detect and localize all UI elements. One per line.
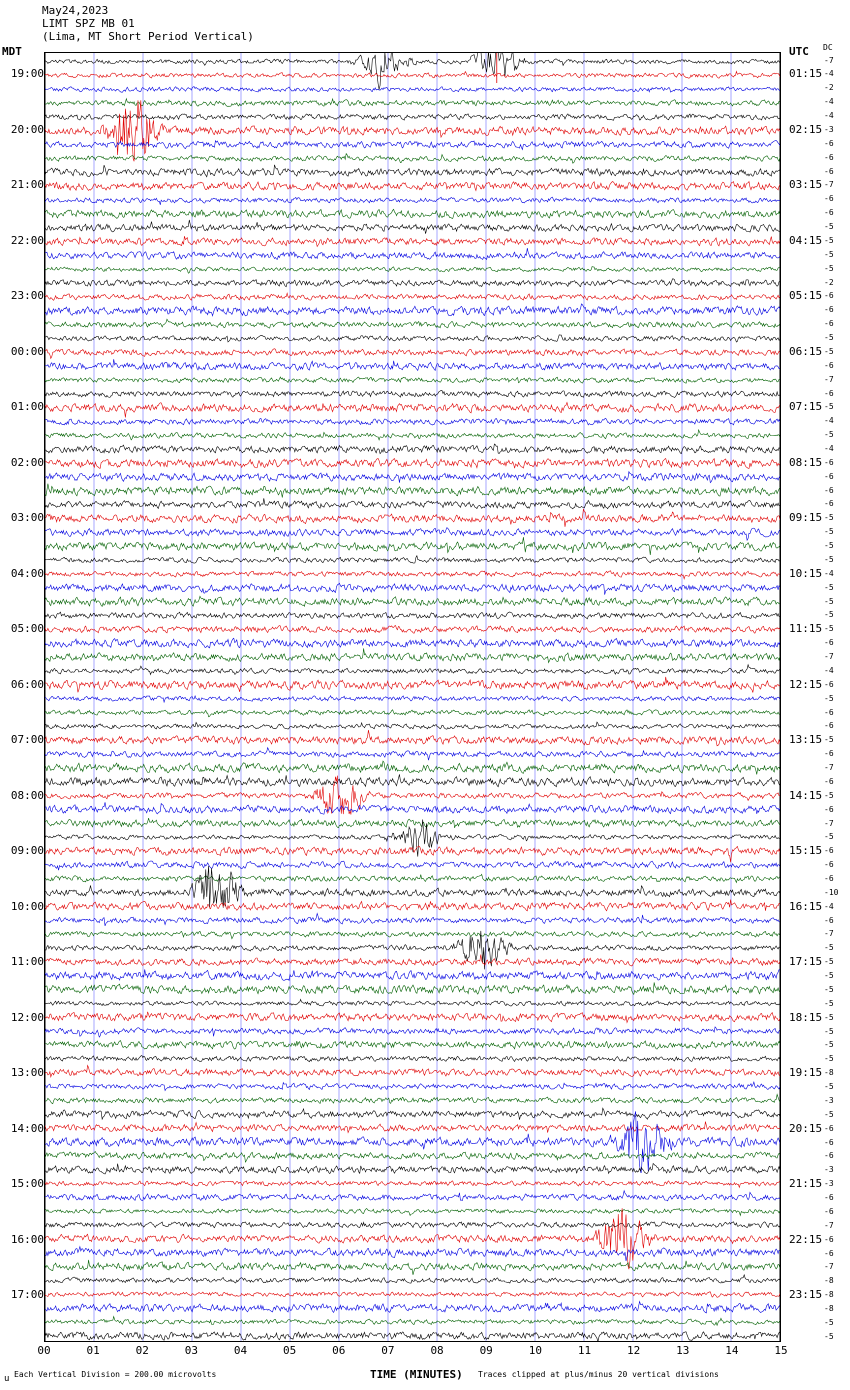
dc-value-label: -6: [824, 776, 834, 786]
right-time-label: 18:15: [789, 1010, 823, 1024]
left-time-label: 13:00: [10, 1066, 44, 1080]
dc-value-label: -6: [824, 873, 834, 883]
dc-value-label: -6: [824, 804, 834, 814]
left-time-label: 19:00: [10, 67, 44, 81]
dc-value-label: -5: [824, 1317, 834, 1327]
dc-value-label: -3: [824, 124, 834, 134]
footer: [0, 1368, 850, 1388]
x-tick-label: 06: [332, 1344, 346, 1357]
dc-value-label: -6: [824, 138, 834, 148]
right-time-label: 12:15: [789, 677, 823, 691]
dc-value-label: -5: [824, 735, 834, 745]
dc-value-label: -8: [824, 1276, 834, 1286]
dc-value-label: -6: [824, 208, 834, 218]
left-time-label: 03:00: [10, 511, 44, 525]
right-time-label: 06:15: [789, 344, 823, 358]
left-time-label: 01:00: [10, 400, 44, 414]
dc-value-label: -2: [824, 277, 834, 287]
dc-offset-axis: [822, 52, 850, 1342]
dc-value-label: -6: [824, 707, 834, 717]
dc-value-label: -6: [824, 1206, 834, 1216]
dc-value-label: -3: [824, 1095, 834, 1105]
dc-value-label: -7: [824, 1220, 834, 1230]
dc-value-label: -5: [824, 554, 834, 564]
dc-value-label: -7: [824, 1262, 834, 1272]
right-time-label: 10:15: [789, 566, 823, 580]
clip-note: Traces clipped at plus/minus 20 vertical divisions: [478, 1370, 719, 1379]
dc-value-label: -5: [824, 1026, 834, 1036]
header-station: LIMT SPZ MB 01: [42, 17, 135, 30]
dc-axis-label: DC: [823, 43, 833, 52]
dc-value-label: -5: [824, 998, 834, 1008]
dc-value-label: -8: [824, 1303, 834, 1313]
seismogram-plot: [44, 52, 781, 1342]
dc-value-label: -7: [824, 929, 834, 939]
dc-value-label: -5: [824, 430, 834, 440]
dc-value-label: -6: [824, 1137, 834, 1147]
dc-value-label: -6: [824, 860, 834, 870]
dc-value-label: -6: [824, 638, 834, 648]
dc-value-label: -8: [824, 1068, 834, 1078]
dc-value-label: -6: [824, 1151, 834, 1161]
x-tick-label: 13: [676, 1344, 690, 1357]
dc-value-label: -5: [824, 527, 834, 537]
dc-value-label: -5: [824, 333, 834, 343]
dc-value-label: -4: [824, 568, 834, 578]
dc-value-label: -7: [824, 55, 834, 65]
dc-value-label: -6: [824, 679, 834, 689]
left-time-label: 20:00: [10, 122, 44, 136]
dc-value-label: -3: [824, 1165, 834, 1175]
x-tick-label: 07: [381, 1344, 395, 1357]
dc-value-label: -2: [824, 83, 834, 93]
dc-value-label: -4: [824, 69, 834, 79]
dc-value-label: -6: [824, 305, 834, 315]
right-time-axis: [783, 52, 823, 1342]
dc-value-label: -4: [824, 97, 834, 107]
left-time-label: 06:00: [10, 677, 44, 691]
dc-value-label: -4: [824, 111, 834, 121]
left-time-axis: [0, 52, 44, 1342]
dc-value-label: -5: [824, 1082, 834, 1092]
dc-value-label: -5: [824, 402, 834, 412]
left-time-label: 21:00: [10, 178, 44, 192]
x-tick-label: 05: [283, 1344, 297, 1357]
left-time-label: 05:00: [10, 622, 44, 636]
right-time-label: 07:15: [789, 400, 823, 414]
dc-value-label: -5: [824, 222, 834, 232]
right-time-label: 04:15: [789, 233, 823, 247]
dc-value-label: -5: [824, 1331, 834, 1341]
dc-value-label: -5: [824, 957, 834, 967]
header-date: May24,2023: [42, 4, 109, 17]
left-time-label: 04:00: [10, 566, 44, 580]
right-time-label: 21:15: [789, 1177, 823, 1191]
dc-value-label: -7: [824, 818, 834, 828]
dc-value-label: -5: [824, 790, 834, 800]
left-time-label: 16:00: [10, 1232, 44, 1246]
dc-value-label: -6: [824, 721, 834, 731]
left-time-label: 09:00: [10, 844, 44, 858]
dc-value-label: -6: [824, 1234, 834, 1244]
dc-value-label: -7: [824, 180, 834, 190]
dc-value-label: -6: [824, 457, 834, 467]
right-time-label: 14:15: [789, 788, 823, 802]
trace-lines: [45, 53, 780, 1341]
dc-value-label: -5: [824, 249, 834, 259]
dc-value-label: -6: [824, 1248, 834, 1258]
dc-value-label: -5: [824, 610, 834, 620]
header-description: (Lima, MT Short Period Vertical): [42, 30, 254, 43]
x-tick-label: 03: [184, 1344, 199, 1357]
right-time-label: 23:15: [789, 1288, 823, 1302]
right-time-label: 13:15: [789, 733, 823, 747]
dc-value-label: -5: [824, 513, 834, 523]
dc-value-label: -6: [824, 846, 834, 856]
x-tick-label: 09: [479, 1344, 493, 1357]
dc-value-label: -6: [824, 499, 834, 509]
dc-value-label: -5: [824, 263, 834, 273]
dc-value-label: -5: [824, 1109, 834, 1119]
dc-value-label: -6: [824, 1193, 834, 1203]
dc-value-label: -5: [824, 582, 834, 592]
x-tick-label: 15: [774, 1344, 788, 1357]
left-time-label: 22:00: [10, 233, 44, 247]
left-time-label: 15:00: [10, 1177, 44, 1191]
dc-value-label: -10: [824, 887, 839, 897]
dc-value-label: -5: [824, 596, 834, 606]
right-time-label: 17:15: [789, 955, 823, 969]
left-time-label: 23:00: [10, 289, 44, 303]
dc-value-label: -6: [824, 166, 834, 176]
dc-value-label: -6: [824, 915, 834, 925]
left-time-label: 07:00: [10, 733, 44, 747]
right-time-label: 15:15: [789, 844, 823, 858]
dc-value-label: -6: [824, 319, 834, 329]
right-time-label: 01:15: [789, 67, 823, 81]
left-time-label: 00:00: [10, 344, 44, 358]
dc-value-label: -4: [824, 901, 834, 911]
dc-value-label: -6: [824, 485, 834, 495]
dc-value-label: -3: [824, 1179, 834, 1189]
right-time-label: 19:15: [789, 1066, 823, 1080]
dc-value-label: -7: [824, 374, 834, 384]
x-tick-label: 14: [725, 1344, 739, 1357]
x-axis-ticks: [37, 1344, 788, 1360]
left-time-label: 08:00: [10, 788, 44, 802]
micro-symbol: u: [4, 1374, 10, 1384]
dc-value-label: -5: [824, 1040, 834, 1050]
dc-value-label: -5: [824, 346, 834, 356]
dc-value-label: -6: [824, 291, 834, 301]
right-time-label: 11:15: [789, 622, 823, 636]
right-time-label: 03:15: [789, 178, 823, 192]
right-time-label: 02:15: [789, 122, 823, 136]
dc-value-label: -7: [824, 652, 834, 662]
dc-value-label: -5: [824, 624, 834, 634]
x-tick-label: 01: [86, 1344, 100, 1357]
dc-value-label: -6: [824, 1123, 834, 1133]
dc-value-label: -5: [824, 541, 834, 551]
left-time-label: 12:00: [10, 1010, 44, 1024]
right-time-label: 20:15: [789, 1121, 823, 1135]
dc-value-label: -5: [824, 984, 834, 994]
dc-value-label: -8: [824, 1290, 834, 1300]
dc-value-label: -5: [824, 971, 834, 981]
dc-value-label: -5: [824, 693, 834, 703]
right-time-label: 05:15: [789, 289, 823, 303]
dc-value-label: -6: [824, 749, 834, 759]
dc-value-label: -6: [824, 388, 834, 398]
dc-value-label: -5: [824, 235, 834, 245]
left-time-label: 14:00: [10, 1121, 44, 1135]
left-time-label: 11:00: [10, 955, 44, 969]
right-axis-label: UTC: [789, 45, 809, 58]
x-tick-label: 04: [233, 1344, 248, 1357]
dc-value-label: -6: [824, 194, 834, 204]
x-tick-label: 12: [626, 1344, 641, 1357]
x-tick-label: 10: [528, 1344, 542, 1357]
dc-value-label: -5: [824, 1012, 834, 1022]
x-tick-label: 00: [37, 1344, 51, 1357]
dc-value-label: -7: [824, 763, 834, 773]
scale-note: Each Vertical Division = 200.00 microvolts: [14, 1370, 217, 1379]
dc-value-label: -4: [824, 416, 834, 426]
right-time-label: 16:15: [789, 899, 823, 913]
x-tick-label: 11: [577, 1344, 592, 1357]
dc-value-label: -5: [824, 832, 834, 842]
x-tick-label: 08: [430, 1344, 444, 1357]
dc-value-label: -4: [824, 665, 834, 675]
x-axis-title: TIME (MINUTES): [370, 1368, 463, 1381]
left-time-label: 17:00: [10, 1288, 44, 1302]
right-time-label: 08:15: [789, 455, 823, 469]
right-time-label: 22:15: [789, 1232, 823, 1246]
dc-value-label: -5: [824, 943, 834, 953]
left-axis-label: MDT: [2, 45, 22, 58]
left-time-label: 10:00: [10, 899, 44, 913]
dc-value-label: -6: [824, 471, 834, 481]
dc-value-label: -6: [824, 152, 834, 162]
dc-value-label: -4: [824, 443, 834, 453]
dc-value-label: -5: [824, 1054, 834, 1064]
left-time-label: 02:00: [10, 455, 44, 469]
right-time-label: 09:15: [789, 511, 823, 525]
dc-value-label: -6: [824, 360, 834, 370]
x-tick-label: 02: [135, 1344, 149, 1357]
